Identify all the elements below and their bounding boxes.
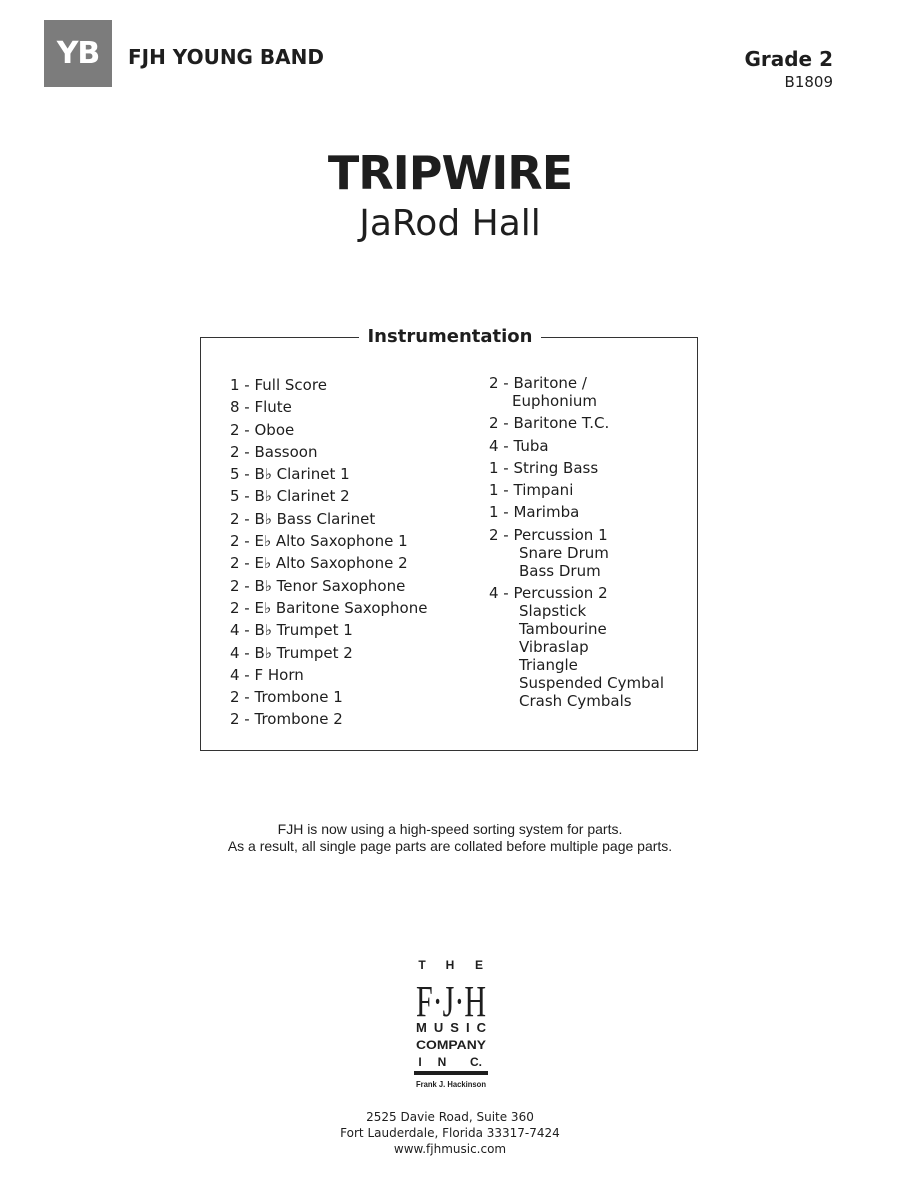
logo-letter: I <box>418 1055 422 1069</box>
sub-item: Snare Drum <box>519 543 609 562</box>
logo-letter: N <box>437 1055 447 1069</box>
instrumentation-heading: Instrumentation <box>0 326 900 347</box>
composer-name: JaRod Hall <box>359 203 541 244</box>
logo-music: MUSIC <box>416 1020 486 1035</box>
list-item: 1 - Marimba <box>489 503 580 522</box>
list-item-line: 2 - Baritone / <box>489 374 587 392</box>
logo-company: COMPANY <box>416 1038 486 1052</box>
list-item: 8 - Flute <box>230 398 292 417</box>
instrumentation-column-2 <box>489 374 664 714</box>
list-item-line: 4 - Percussion 2 <box>489 584 608 603</box>
list-item: 2 - B♭ Bass Clarinet <box>230 509 376 528</box>
logo-letter: T <box>418 958 426 972</box>
address-line: 2525 Davie Road, Suite 360 <box>366 1110 534 1124</box>
notice-line: As a result, all single page parts are collated before multiple page parts. <box>227 838 673 854</box>
grade-label: Grade 2 <box>744 47 833 71</box>
publisher-address <box>0 1109 900 1157</box>
list-item <box>489 374 664 410</box>
list-item: 1 - Full Score <box>230 376 327 394</box>
list-item: 2 - E♭ Alto Saxophone 1 <box>230 532 408 551</box>
sub-item: Vibraslap <box>519 638 589 657</box>
list-item: 5 - B♭ Clarinet 2 <box>230 487 350 506</box>
logo-rule <box>414 1071 488 1075</box>
list-item: 4 - F Horn <box>230 665 304 684</box>
catalog-code: B1809 <box>784 73 833 91</box>
logo-fjh: F·J·H <box>416 977 486 1026</box>
list-item: 2 - Oboe <box>230 420 295 439</box>
list-item: 2 - E♭ Baritone Saxophone <box>230 598 428 617</box>
list-item: 4 - Tuba <box>489 436 549 455</box>
list-item: 2 - Trombone 1 <box>230 688 343 707</box>
list-item: 5 - B♭ Clarinet 1 <box>230 465 350 484</box>
sorting-notice <box>0 821 900 855</box>
sub-item: Slapstick <box>519 602 587 621</box>
series-badge: YB <box>44 20 112 87</box>
list-item <box>489 584 664 710</box>
logo-letter: E <box>474 958 484 972</box>
sub-item: Triangle <box>519 656 578 675</box>
sub-item: Tambourine <box>519 620 607 639</box>
list-item: 1 - String Bass <box>489 458 599 477</box>
list-item: 2 - B♭ Tenor Saxophone <box>230 576 406 595</box>
list-item: 2 - E♭ Alto Saxophone 2 <box>230 554 408 573</box>
list-item: 2 - Trombone 2 <box>230 710 343 729</box>
logo-founder: Frank J. Hackinson <box>416 1079 486 1089</box>
piece-title: TRIPWIRE <box>327 146 573 200</box>
list-item <box>489 526 664 580</box>
list-item: 2 - Baritone T.C. <box>489 414 610 433</box>
sub-item: Bass Drum <box>519 561 601 580</box>
fjh-logo <box>414 956 488 1092</box>
series-name: FJH YOUNG BAND <box>128 45 324 69</box>
website-link[interactable]: www.fjhmusic.com <box>393 1142 507 1156</box>
notice-line: FJH is now using a high-speed sorting system for parts. <box>277 821 623 837</box>
logo-letter: C. <box>470 1055 482 1069</box>
list-item: 4 - B♭ Trumpet 2 <box>230 643 353 662</box>
sub-item: Suspended Cymbal <box>519 674 664 693</box>
list-item-line: 2 - Percussion 1 <box>489 525 608 544</box>
address-line: Fort Lauderdale, Florida 33317-7424 <box>340 1126 560 1140</box>
list-item: 1 - Timpani <box>489 481 574 500</box>
list-item-line: Euphonium <box>512 392 597 410</box>
instrumentation-column-1 <box>230 374 427 731</box>
logo-letter: H <box>445 958 455 972</box>
sub-item: Crash Cymbals <box>519 692 632 711</box>
list-item: 2 - Bassoon <box>230 442 318 461</box>
list-item: 4 - B♭ Trumpet 1 <box>230 621 353 640</box>
